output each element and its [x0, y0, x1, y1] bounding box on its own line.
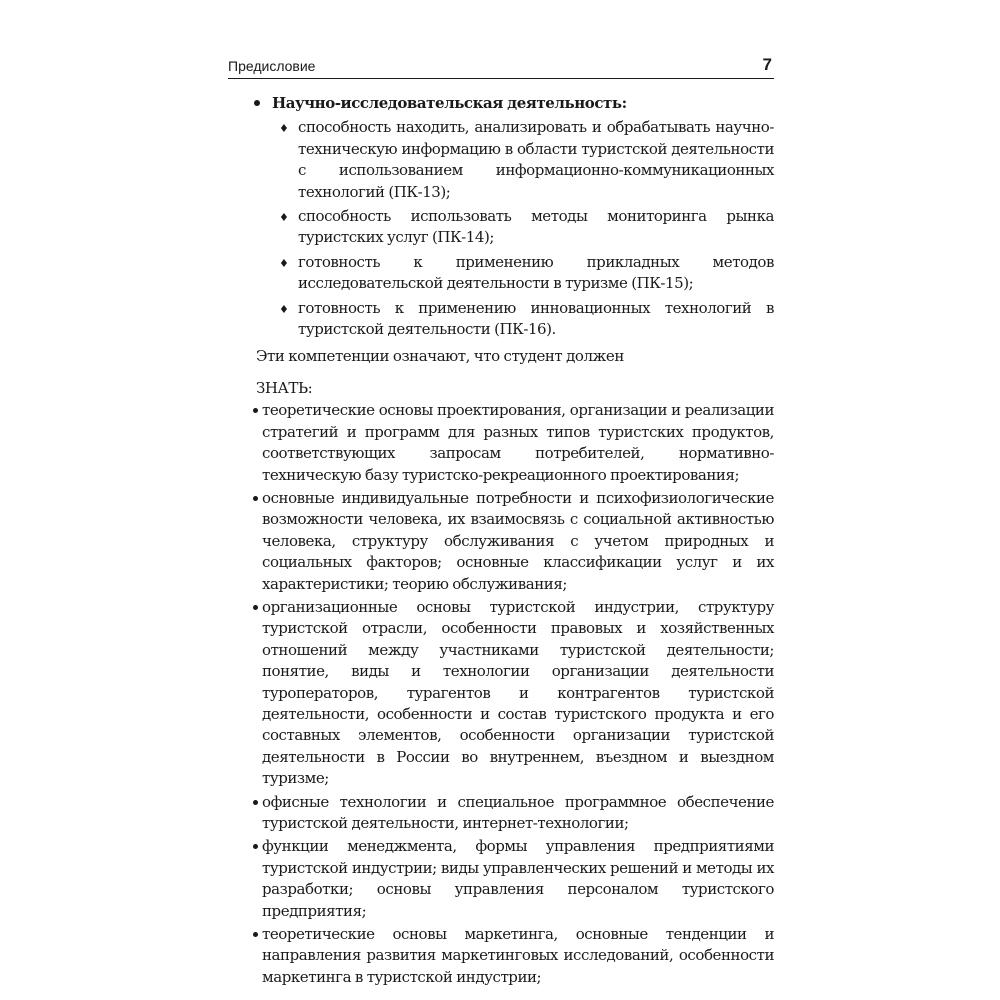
running-header: [228, 56, 774, 79]
list-item-text: теоретические основы проектирования, организации и реализации стратегий и программ для разных типов туристских продуктов, соответствующих запросам потребителей, нормативно-техническую базу туристско-рекреационного проектирования;: [262, 401, 774, 484]
list-item: [228, 597, 774, 790]
diamond-bullet-icon: ♦: [279, 302, 289, 316]
list-item-text: функции менеджмента, формы управления предприятиями туристской индустрии; виды управленческих решений и методы их разработки; основы управления персоналом туристского предприятия;: [262, 837, 774, 920]
page-body: [228, 93, 774, 988]
list-item-text: способность находить, анализировать и обрабатывать научно-техническую информацию в области туристской деятельности с использованием информационно-коммуникационных технологий (ПК-13);: [298, 118, 774, 201]
bullet-icon: [254, 100, 260, 106]
know-list: [228, 400, 774, 988]
bullet-icon: [253, 800, 258, 805]
book-page: [228, 56, 774, 990]
chapter-title: Предисловие: [228, 58, 316, 74]
list-item-text: офисные технологии и специальное программное обеспечение туристской деятельности, интернет-технологии;: [262, 792, 774, 832]
list-item: [228, 792, 774, 835]
list-item: [228, 836, 774, 922]
diamond-bullet-icon: ♦: [279, 122, 289, 136]
list-item: [228, 488, 774, 595]
section-heading: [228, 93, 774, 114]
bullet-icon: [253, 408, 258, 413]
list-item: [228, 400, 774, 486]
section-heading-text: Научно-исследовательская деятельность:: [272, 94, 627, 112]
bullet-icon: [253, 605, 258, 610]
list-item: [228, 252, 774, 295]
competency-list: [228, 117, 774, 340]
list-item-text: организационные основы туристской индустрии, структуру туристской отрасли, особенности правовых и хозяйственных отношений между участниками туристской деятельности; понятие, виды и технологии организации деятельности туроператоров, турагентов и контрагентов туристской деятельности, особенности и состав туристского продукта и его составных элементов, особенности организации туристской деятельности в России во внутреннем, въездном и выездном туризме;: [262, 597, 774, 788]
list-item-text: основные индивидуальные потребности и психофизиологические возможности человека, их взаимосвязь с социальной активностью человека, структуру обслуживания с учетом природных и социальных факторов; основные классификации услуг и их характеристики; теорию обслуживания;: [262, 488, 774, 593]
bullet-icon: [253, 932, 258, 937]
list-item: [228, 206, 774, 249]
list-item-text: теоретические основы маркетинга, основные тенденции и направления развития маркетинговых исследований, особенности маркетинга в туристской индустрии;: [262, 925, 774, 986]
list-item: [228, 298, 774, 341]
intro-paragraph: Эти компетенции означают, что студент должен: [256, 347, 624, 366]
list-item-text: готовность к применению прикладных методов исследовательской деятельности в туризме (ПК-15);: [298, 252, 774, 293]
list-item-text: готовность к применению инновационных технологий в туристской деятельности (ПК-16).: [298, 298, 774, 339]
diamond-bullet-icon: ♦: [279, 256, 289, 270]
list-item-text: способность использовать методы мониторинга рынка туристских услуг (ПК-14);: [298, 207, 774, 247]
research-activity-section: [228, 93, 774, 340]
diamond-bullet-icon: ♦: [279, 211, 289, 225]
list-item: [228, 117, 774, 203]
bullet-icon: [253, 844, 258, 849]
bullet-icon: [253, 496, 258, 501]
list-item: [228, 924, 774, 988]
know-heading: ЗНАТЬ:: [256, 378, 313, 397]
page-number: 7: [762, 55, 772, 74]
